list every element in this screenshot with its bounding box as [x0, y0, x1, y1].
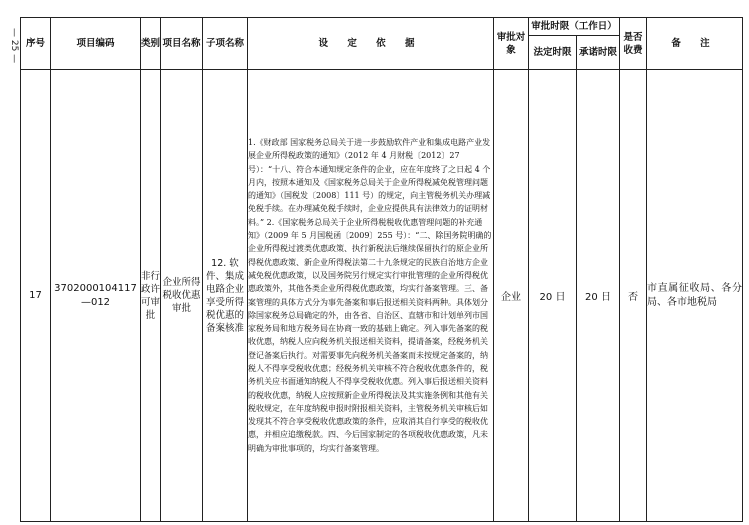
cell-code: 3702000104117—012 — [51, 70, 141, 522]
cell-legal-limit: 20 日 — [529, 70, 577, 522]
header-legal-limit: 法定时限 — [529, 36, 577, 70]
header-time-limit: 审批时限（工作日） — [529, 18, 620, 36]
cell-basis: 1.《财政部 国家税务总局关于进一步鼓励软件产业和集成电路产业发展企业所得税政策的通知》（2012 年 4 月财税〔2012〕27 号）：“十八、符合本通知规定条件的企业，应在年度终了之日起 4 个月内，按照本通知及《国家税务总局关于企业所得税减免税管理问题的通知》（国税发〔2008〕111 号）的规定，向主管税务机关办理减免税手续。在办理减免税手续时，企业应提供具有法律效力的证明材料。” 2.《国家税务总局关于企业所得税税收优惠管理问题的补充通知》（2009 年 5 月国税函〔2009〕255 号）：“二、除国务院明确的企业所得税过渡类优惠政策、执行新税法后继续保留执行的原企业所得税优惠政策、新企业所得税法第二十九条规定的民族自治地方企业减免税优惠政策，以及国务院另行规定实行审批管理的企业所得税优惠政策外，其他各类企业所得税优惠政策，均实行备案管理。三、备案管理的具体方式分为事先备案和事后报送相关资料两种。具体划分除国家税务总局确定的外，由各省、自治区、直辖市和计划单列市国家税务局和地方税务局在协商一致的基础上确定。列入事先备案的税收优惠，纳税人应向税务机关报送相关资料，提请备案，经税务机关登记备案后执行。对需要事先向税务机关备案而未按规定备案的，纳税人不得享受税收优惠；经税务机关审核不符合税收优惠条件的，税务机关应书面通知纳税人不得享受税收优惠。列入事后报送相关资料的税收优惠，纳税人应按照新企业所得税法及其实施条例和其他有关税收规定，在年度纳税申报时附报相关资料，主管税务机关审核后如发现其不符合享受税收优惠政策的条件，应取消其自行享受的税收优惠，并相应追缴税款。四、今后国家制定的各项税收优惠政策，凡未明确为审批事项的，均实行备案管理。 — [248, 70, 494, 522]
cell-seq: 17 — [21, 70, 51, 522]
header-basis: 设 定 依 据 — [248, 18, 494, 70]
table-header — [21, 18, 743, 70]
cell-sub-name: 12. 软件、集成电路企业享受所得税优惠的备案核准 — [203, 70, 248, 522]
header-item-name: 项目名称 — [161, 18, 203, 70]
header-target: 审批对象 — [494, 18, 529, 70]
page-number: — 25 — — [9, 28, 19, 64]
header-promised-limit: 承诺时限 — [577, 36, 620, 70]
table-row — [21, 70, 743, 522]
header-code: 项目编码 — [51, 18, 141, 70]
header-seq: 序号 — [21, 18, 51, 70]
cell-remarks: 市直属征收局、各分局、各市地税局 — [647, 70, 743, 522]
cell-category: 非行政许可审批 — [141, 70, 161, 522]
cell-fee: 否 — [620, 70, 647, 522]
cell-target: 企业 — [494, 70, 529, 522]
header-remarks: 备 注 — [647, 18, 743, 70]
approval-items-table — [20, 17, 743, 522]
header-fee: 是否收费 — [620, 18, 647, 70]
cell-promised-limit: 20 日 — [577, 70, 620, 522]
header-sub-name: 子项名称 — [203, 18, 248, 70]
cell-item-name: 企业所得税收优惠审批 — [161, 70, 203, 522]
header-category: 类别 — [141, 18, 161, 70]
